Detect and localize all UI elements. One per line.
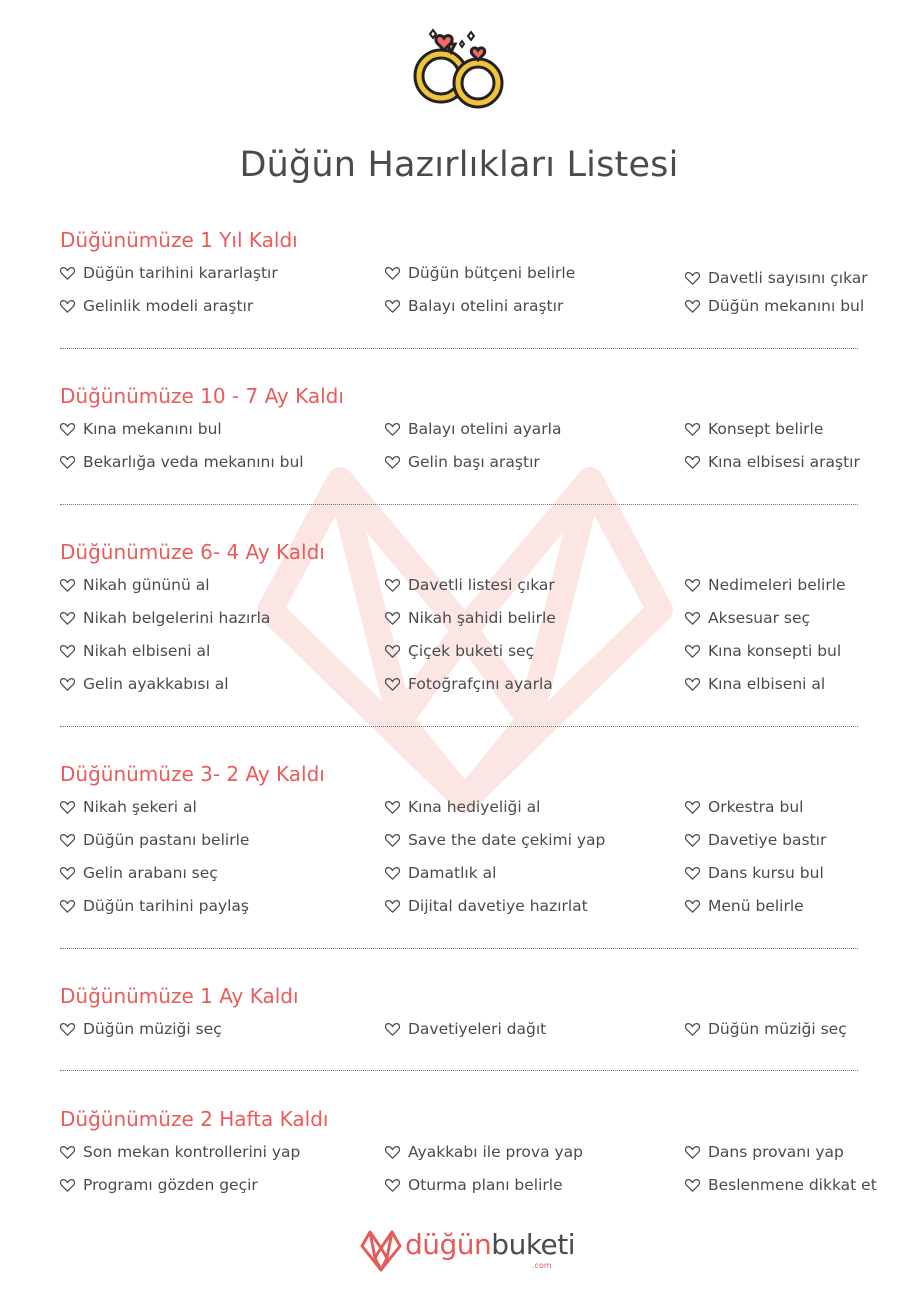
heart-outline-icon[interactable] [685,675,700,689]
checklist-item-label: Dans provanı yap [708,1143,844,1161]
checklist-item-label: Gelin ayakkabısı al [83,675,229,693]
checklist-item[interactable] [685,295,864,317]
checklist-item-label: Davetiye bastır [708,831,827,849]
checklist-item-label: Aksesuar seç [708,609,811,627]
checklist-item-label: Düğün bütçeni belirle [408,264,576,282]
heart-outline-icon[interactable] [60,609,75,623]
heart-outline-icon[interactable] [685,453,700,467]
heart-outline-icon[interactable] [385,264,400,278]
checklist-item[interactable] [385,607,556,629]
heart-outline-icon[interactable] [385,1176,400,1190]
checklist-item[interactable] [385,796,540,818]
heart-outline-icon[interactable] [60,831,75,845]
heart-outline-icon[interactable] [60,1143,75,1157]
heart-outline-icon[interactable] [385,609,400,623]
section-6 [60,1104,877,1207]
checklist-item-label: Düğün mekanını bul [708,297,865,315]
checklist-item-label: Kına mekanını bul [83,420,222,438]
checklist-item-label: Davetli sayısını çıkar [708,269,868,287]
checklist-item-label: Programı gözden geçir [83,1176,258,1194]
checklist-item-label: Davetiyeleri dağıt [408,1020,547,1038]
checklist-item-label: Orkestra bul [708,798,804,816]
heart-outline-icon[interactable] [60,1176,75,1190]
checklist-item-label: Nikah belgelerini hazırla [83,609,271,627]
heart-outline-icon[interactable] [385,864,400,878]
checklist-item[interactable] [685,607,810,629]
wedding-rings-icon [408,28,510,112]
checklist-item[interactable] [385,1018,546,1040]
heart-outline-icon[interactable] [685,642,700,656]
heart-outline-icon[interactable] [385,642,400,656]
checklist-item-label: Çiçek buketi seç [408,642,535,660]
checklist-item-label: Kına konsepti bul [708,642,842,660]
checklist-item-label: Gelin başı araştır [408,453,540,471]
checklist-item-label: Oturma planı belirle [408,1176,563,1194]
checklist-item[interactable] [685,640,841,662]
checklist-item[interactable] [385,1141,583,1163]
checklist-item-label: Menü belirle [708,897,804,915]
section-3 [60,537,858,706]
checklist-item[interactable] [60,796,197,818]
heart-outline-icon[interactable] [685,576,700,590]
checklist-item-label: Düğün müziği seç [708,1020,847,1038]
checklist-item-label: Düğün müziği seç [83,1020,222,1038]
section-divider [60,1070,858,1071]
heart-outline-icon[interactable] [60,264,75,278]
heart-outline-icon[interactable] [60,675,75,689]
checklist-item[interactable] [60,1174,258,1196]
checklist-item[interactable] [685,418,823,440]
heart-outline-icon[interactable] [385,831,400,845]
checklist-item-label: Düğün pastanı belirle [83,831,250,849]
heart-outline-icon[interactable] [385,420,400,434]
checklist-item[interactable] [60,829,249,851]
checklist-item-label: Nikah elbiseni al [83,642,211,660]
checklist-item-label: Düğün tarihini paylaş [83,897,250,915]
checklist-item-label: Nikah şahidi belirle [408,609,556,627]
heart-outline-icon[interactable] [385,1020,400,1034]
checklist-item[interactable] [685,574,846,596]
checklist-item-label: Dijital davetiye hazırlat [408,897,588,915]
heart-outline-icon[interactable] [685,1020,700,1034]
checklist-item[interactable] [685,829,826,851]
checklist-item[interactable] [685,1141,844,1163]
checklist-item[interactable] [385,295,563,317]
section-divider [60,348,858,349]
heart-outline-icon[interactable] [685,864,700,878]
checklist-item-label: Gelin arabanı seç [83,864,218,882]
checklist-item[interactable] [60,607,270,629]
heart-outline-icon[interactable] [685,897,700,911]
section-divider [60,726,858,727]
logo-wordmark: düğünbuketi [405,1228,576,1261]
checklist-item[interactable] [60,1018,222,1040]
checklist-item[interactable] [60,640,210,662]
checklist-item-label: Gelinlik modeli araştır [83,297,254,315]
heart-outline-icon[interactable] [385,576,400,590]
heart-outline-icon[interactable] [685,609,700,623]
heart-outline-icon[interactable] [60,453,75,467]
heart-outline-icon[interactable] [385,798,400,812]
heart-outline-icon[interactable] [385,297,400,311]
section-divider [60,504,858,505]
checklist-item[interactable] [60,862,218,884]
section-title: Düğünümüze 10 - 7 Ay Kaldı [60,384,344,408]
heart-outline-icon[interactable] [60,897,75,911]
heart-outline-icon[interactable] [60,864,75,878]
section-divider [60,948,858,949]
checklist-item-label: Son mekan kontrollerini yap [83,1143,301,1161]
heart-outline-icon[interactable] [685,297,700,311]
checklist-item[interactable] [385,895,588,917]
checklist-item-label: Damatlık al [408,864,497,882]
heart-outline-icon[interactable] [385,1143,400,1157]
flower-bud-logo [359,1228,403,1274]
section-2 [60,381,858,484]
checklist-item[interactable] [385,640,534,662]
checklist-item-label: Konsept belirle [708,420,824,438]
checklist-item[interactable] [385,574,555,596]
checklist-item[interactable] [685,796,803,818]
heart-outline-icon[interactable] [685,1143,700,1157]
logo-suffix: .com [532,1261,552,1270]
checklist-item[interactable] [60,262,278,284]
section-5 [60,981,858,1051]
heart-outline-icon[interactable] [385,675,400,689]
heart-outline-icon[interactable] [60,798,75,812]
checklist-item-label: Nedimeleri belirle [708,576,846,594]
checklist-item[interactable] [685,895,804,917]
checklist-item[interactable] [60,673,229,695]
checklist-item[interactable] [685,267,868,289]
checklist-item[interactable] [385,862,496,884]
footer-logo [355,1226,576,1276]
page-title: Düğün Hazırlıkları Listesi [239,145,679,185]
checklist-item-label: Davetli listesi çıkar [408,576,555,594]
checklist-item[interactable] [685,673,825,695]
checklist-item[interactable] [60,895,249,917]
checklist-item[interactable] [385,829,605,851]
heart-outline-icon[interactable] [385,453,400,467]
heart-outline-icon[interactable] [60,642,75,656]
checklist-item[interactable] [385,673,553,695]
checklist-item[interactable] [685,1018,847,1040]
checklist-item[interactable] [60,295,253,317]
section-title: Düğünümüze 2 Hafta Kaldı [60,1107,329,1131]
section-title: Düğünümüze 1 Yıl Kaldı [60,228,298,252]
heart-outline-icon[interactable] [685,798,700,812]
checklist-item-label: Kına elbisesi araştır [708,453,860,471]
checklist-item-label: Nikah gününü al [83,576,210,594]
checklist-item[interactable] [60,574,210,596]
checklist-item-label: Save the date çekimi yap [408,831,606,849]
heart-outline-icon[interactable] [60,297,75,311]
checklist-item-label: Dans kursu bul [708,864,824,882]
checklist-item-label: Balayı otelini ayarla [408,420,562,438]
checklist-item[interactable] [385,262,575,284]
heart-outline-icon[interactable] [385,897,400,911]
heart-outline-icon[interactable] [60,1020,75,1034]
heart-outline-icon[interactable] [685,269,700,283]
checklist-item[interactable] [60,1141,300,1163]
heart-outline-icon[interactable] [685,420,700,434]
checklist-item[interactable] [385,418,561,440]
heart-outline-icon[interactable] [60,576,75,590]
checklist-item-label: Balayı otelini araştır [408,297,564,315]
checklist-item-label: Nikah şekeri al [83,798,197,816]
checklist-item-label: Bekarlığa veda mekanını bul [83,453,304,471]
checklist-item-label: Fotoğrafçını ayarla [408,675,553,693]
section-title: Düğünümüze 1 Ay Kaldı [60,984,299,1008]
checklist-item[interactable] [385,451,540,473]
checklist-item[interactable] [60,451,304,473]
heart-outline-icon[interactable] [685,831,700,845]
checklist-item-label: Beslenmene dikkat et [708,1176,877,1194]
checklist-item-label: Kına elbiseni al [708,675,826,693]
checklist-item-label: Ayakkabı ile prova yap [408,1143,584,1161]
checklist-item[interactable] [685,1174,877,1196]
checklist-item[interactable] [385,1174,563,1196]
heart-outline-icon[interactable] [60,420,75,434]
section-title: Düğünümüze 3- 2 Ay Kaldı [60,762,325,786]
checklist-item-label: Kına hediyeliği al [408,798,541,816]
checklist-item-label: Düğün tarihini kararlaştır [83,264,278,282]
section-1 [60,225,868,328]
checklist-item[interactable] [685,862,824,884]
section-title: Düğünümüze 6- 4 Ay Kaldı [60,540,325,564]
checklist-item[interactable] [60,418,222,440]
checklist-item[interactable] [685,451,860,473]
section-4 [60,759,858,928]
heart-outline-icon[interactable] [685,1176,700,1190]
